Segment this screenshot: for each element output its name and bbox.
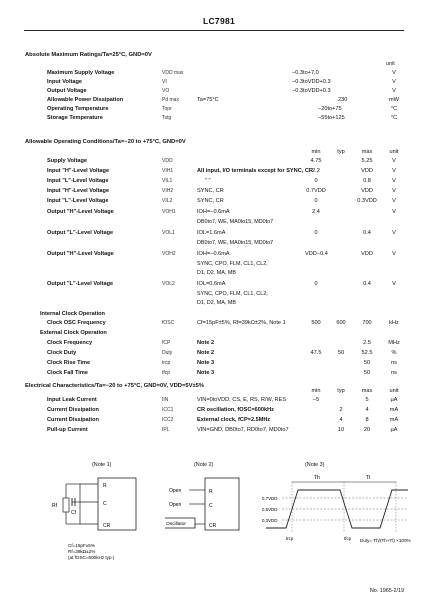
- table-row: [0, 340, 428, 349]
- param-name: Output "H"-Level Voltage: [47, 251, 114, 257]
- param-symbol: ICC1: [162, 407, 174, 413]
- param-symbol: VDD max: [162, 70, 184, 76]
- param-unit: V: [392, 251, 396, 257]
- condition-line: D1, D2, MA, MB: [197, 270, 236, 276]
- param-unit: °C: [390, 106, 398, 112]
- param-min: 4.75: [310, 158, 322, 164]
- param-typ: 2: [339, 407, 343, 413]
- table-row: [0, 70, 428, 79]
- col-unit-header: unit: [389, 388, 399, 394]
- param-unit: V: [392, 230, 396, 236]
- page-number: No. 1965-2/19: [369, 588, 404, 594]
- param-condition: Ta=75°C: [197, 97, 219, 103]
- param-value: −0.3to+7.0: [292, 70, 319, 76]
- param-name: Output "H"-Level Voltage: [47, 209, 114, 215]
- param-value: 230: [338, 97, 348, 103]
- note1-circuit-diagram: [40, 472, 160, 572]
- param-condition: IOL=1.6mA: [197, 230, 226, 236]
- param-typ: 4: [339, 417, 343, 423]
- param-condition: Cf=15pF±5%, Rf=39kΩ±2%, Note 1: [197, 320, 286, 326]
- col-unit-header: unit: [389, 149, 399, 155]
- param-unit: kHz: [389, 320, 399, 326]
- param-typ: 50: [337, 350, 345, 356]
- param-condition: VIN=GND, DB0to7, RD0to7, MD0to7: [197, 427, 289, 433]
- param-symbol: VOH2: [162, 251, 176, 257]
- param-max: 8: [365, 417, 369, 423]
- param-max: 5.25: [361, 158, 373, 164]
- pin-label-r: R: [103, 483, 107, 489]
- pin-label-cr: CR: [103, 523, 111, 529]
- param-unit: mA: [389, 407, 399, 413]
- level-03-label: 0.3VDD: [262, 518, 278, 523]
- col-typ-header: typ: [337, 149, 345, 155]
- param-value: −55to+125: [318, 115, 345, 121]
- param-unit: V: [392, 168, 396, 174]
- param-condition: IOH=−0.6mA: [197, 209, 230, 215]
- level-07-label: 0.7VDD: [262, 496, 278, 501]
- param-value: −0.3toVDD+0.3: [292, 88, 331, 94]
- param-symbol: VOL2: [162, 281, 175, 287]
- param-min: 47.5: [310, 350, 322, 356]
- trcp-label: trcp: [286, 536, 294, 541]
- table-row: [0, 251, 428, 260]
- param-symbol: VIL2: [162, 198, 173, 204]
- param-min: 0: [314, 178, 318, 184]
- table-row: [0, 88, 428, 97]
- param-typ: 10: [337, 427, 345, 433]
- col-min-header: min: [311, 388, 321, 394]
- param-unit: V: [392, 209, 396, 215]
- resistor-rf: [63, 498, 69, 512]
- col-max-header: max: [361, 149, 373, 155]
- param-name: Input Voltage: [47, 79, 83, 85]
- param-name: Output "L"-Level Voltage: [47, 281, 114, 287]
- param-condition: Note 3: [197, 360, 215, 366]
- param-symbol: Topr: [162, 106, 172, 112]
- table-row: [0, 158, 428, 167]
- param-condition: CR oscillation, fOSC=600kHz: [197, 407, 274, 413]
- param-name: Clock Duty: [47, 350, 77, 356]
- param-symbol: fCP: [162, 340, 171, 346]
- param-unit: V: [392, 79, 396, 85]
- param-unit: V: [392, 70, 396, 76]
- param-unit: μA: [390, 397, 398, 403]
- param-symbol: VIH2: [162, 188, 174, 194]
- table-row: [0, 350, 428, 359]
- table-row: [0, 209, 428, 218]
- table-row: [0, 360, 428, 369]
- condition-line: SYNC, CPO, FLM, CL1, CL2,: [197, 261, 268, 267]
- page-title: LC7981: [203, 16, 236, 26]
- level-05-label: 0.5VDD: [262, 507, 278, 512]
- param-symbol: fOSC: [162, 320, 175, 326]
- param-name: Pull-up Current: [47, 427, 88, 433]
- open-label: Open: [169, 488, 182, 494]
- param-max: 50: [363, 370, 371, 376]
- param-name: Current Dissipation: [47, 407, 99, 413]
- param-unit: V: [392, 158, 396, 164]
- param-symbol: ICC2: [162, 417, 174, 423]
- param-max: 0.3VDD: [357, 198, 377, 204]
- op-cond-header-row: [0, 149, 428, 158]
- param-unit: ns: [391, 370, 397, 376]
- param-unit: V: [392, 178, 396, 184]
- spec-fosc: (at fOSC=600kHz typ.): [68, 555, 115, 560]
- param-value: −0.3toVDD+0.3: [292, 79, 331, 85]
- condition-line: DB0to7, WE, MA0to15, MD0to7: [197, 219, 274, 225]
- param-symbol: VOH1: [162, 209, 176, 215]
- param-min: 2.2: [312, 168, 320, 174]
- param-symbol: IIN: [162, 397, 169, 403]
- param-condition: External clock, fCP=2.5MHz: [197, 417, 271, 423]
- external-clock-title: External Clock Operation: [40, 330, 107, 336]
- param-symbol: Tstg: [162, 115, 172, 121]
- table-row: [0, 106, 428, 115]
- duty-formula: Duty= Th/(Th+Tl) ×100%: [360, 538, 411, 543]
- table-row: [0, 188, 428, 197]
- col-max-header: max: [361, 388, 373, 394]
- col-min-header: min: [311, 149, 321, 155]
- param-symbol: IPL: [162, 427, 170, 433]
- param-name: Clock Frequency: [47, 340, 93, 346]
- oscillator-label: Oscillator: [166, 522, 186, 527]
- op-cond-title: Allowable Operating Conditions/Ta=−20 to +75°C, GND=0V: [25, 139, 186, 145]
- param-min: 0: [314, 230, 318, 236]
- param-min: 0: [314, 198, 318, 204]
- param-max: 4: [365, 407, 369, 413]
- param-symbol: VO: [162, 88, 170, 94]
- param-condition: SYNC, CR: [197, 188, 224, 194]
- param-unit: ns: [391, 360, 397, 366]
- table-row: [0, 320, 428, 329]
- param-name: Maximum Supply Voltage: [47, 70, 115, 76]
- table-row: [0, 427, 428, 436]
- note2-circuit-diagram: [165, 472, 255, 552]
- param-max: 52.5: [361, 350, 373, 356]
- param-symbol: Duty: [162, 350, 173, 356]
- param-min: 500: [311, 320, 321, 326]
- table-row: [0, 281, 428, 290]
- param-name: Clock OSC Frequency: [47, 320, 106, 326]
- elec-title: Electrical Characteristics/Ta=−20 to +75°C, GND=0V, VDD=5V±5%: [25, 383, 205, 389]
- table-row: [0, 407, 428, 416]
- param-name: Input Leak Current: [47, 397, 97, 403]
- table-row: [0, 230, 428, 239]
- param-max: 0.4: [363, 281, 371, 287]
- param-value: −20to+75: [318, 106, 342, 112]
- pin-label-r: R: [209, 489, 213, 495]
- tfcp-label: tfcp: [344, 536, 352, 541]
- param-name: Current Dissipation: [47, 417, 99, 423]
- param-condition: Note 2: [197, 340, 215, 346]
- param-symbol: VI: [162, 79, 167, 85]
- param-condition: IOL=0.6mA: [197, 281, 226, 287]
- table-row: [0, 397, 428, 406]
- param-min: VDD−0.4: [305, 251, 328, 257]
- param-name: Input "H"-Level Voltage: [47, 168, 110, 174]
- condition-line: D1, D2, MA, MB: [197, 300, 236, 306]
- table-row: [0, 97, 428, 106]
- param-name: Input "L"-Level Voltage: [47, 198, 109, 204]
- note1-title: (Note 1): [92, 462, 112, 468]
- param-unit: MHz: [388, 340, 400, 346]
- param-min: −5: [312, 397, 320, 403]
- pin-label-cr: CR: [209, 523, 217, 529]
- table-row: [0, 178, 428, 187]
- param-max: VDD: [361, 188, 373, 194]
- param-name: Operating Temperature: [47, 106, 109, 112]
- param-min: 0.7VDD: [306, 188, 326, 194]
- param-max: VDD: [361, 251, 373, 257]
- th-label: Th: [314, 475, 320, 481]
- param-min: 0: [314, 281, 318, 287]
- param-unit: V: [392, 188, 396, 194]
- internal-clock-title: Internal Clock Operation: [40, 311, 105, 317]
- param-unit: V: [392, 88, 396, 94]
- param-name: Allowable Power Dissipation: [47, 97, 124, 103]
- param-min: 2.4: [312, 209, 320, 215]
- param-condition: VIN=0toVDD, CS, E, RS, R/W, RES: [197, 397, 287, 403]
- note3-timing-diagram: [262, 470, 412, 550]
- param-max: 700: [362, 320, 372, 326]
- spec-cf: Cf=15pF±5%: [68, 543, 95, 548]
- param-symbol: VDD: [162, 158, 173, 164]
- param-unit: mA: [389, 417, 399, 423]
- param-symbol: VIL1: [162, 178, 173, 184]
- param-name: Output "L"-Level Voltage: [47, 230, 114, 236]
- elec-header-row: [0, 388, 428, 397]
- tl-label: Tl: [366, 475, 371, 481]
- note3-title: (Note 3): [305, 462, 325, 468]
- param-typ: 600: [336, 320, 346, 326]
- param-symbol: VIH1: [162, 168, 174, 174]
- param-max: VDD: [361, 168, 373, 174]
- condition-line: DB0to7, WE, MA0to15, MD0to7: [197, 240, 274, 246]
- rf-label: Rf: [52, 503, 57, 509]
- param-max: 20: [363, 427, 371, 433]
- param-condition: All input, I/O terminals except for SYNC, CR: [197, 168, 313, 174]
- param-symbol: tfcp: [162, 370, 171, 376]
- param-max: 2.5: [363, 340, 371, 346]
- param-symbol: Pd max: [162, 97, 179, 103]
- table-row: [0, 79, 428, 88]
- open-label: Open: [169, 502, 182, 508]
- table-row: [0, 168, 428, 177]
- param-name: Output Voltage: [47, 88, 87, 94]
- abs-max-title: Absolute Maximum Ratings/Ta=25°C, GND=0V: [25, 52, 152, 58]
- pin-label-c: C: [209, 503, 213, 509]
- table-row: [0, 198, 428, 207]
- param-condition: Note 2: [197, 350, 215, 356]
- param-max: 5: [365, 397, 369, 403]
- param-max: 50: [363, 360, 371, 366]
- abs-max-unit-header: unit: [386, 61, 395, 67]
- condition-line: SYNC, CPO, FLM, CL1, CL2,: [197, 291, 268, 297]
- note2-title: (Note 2): [194, 462, 214, 468]
- param-name: Input "H"-Level Voltage: [47, 188, 110, 194]
- pin-label-c: C: [103, 501, 107, 507]
- param-unit: %: [391, 350, 397, 356]
- param-condition: IOH=−0.6mA: [197, 251, 230, 257]
- param-unit: mW: [389, 97, 399, 103]
- param-max: 0.8: [363, 178, 371, 184]
- param-condition: ″ ″: [205, 178, 211, 184]
- param-name: Clock Rise Time: [47, 360, 91, 366]
- header-rule: [24, 30, 404, 31]
- param-name: Storage Temperature: [47, 115, 103, 121]
- param-name: Clock Fall Time: [47, 370, 88, 376]
- cf-label: Cf: [71, 510, 76, 516]
- param-name: Supply Voltage: [47, 158, 87, 164]
- param-name: Input "L"-Level Voltage: [47, 178, 109, 184]
- param-condition: Note 3: [197, 370, 215, 376]
- table-row: [0, 417, 428, 426]
- spec-rf: Rf=39kΩ±2%: [68, 549, 96, 554]
- table-row: [0, 115, 428, 124]
- col-typ-header: typ: [337, 388, 345, 394]
- param-symbol: trcp: [162, 360, 171, 366]
- param-unit: V: [392, 281, 396, 287]
- param-max: 0.4: [363, 230, 371, 236]
- param-condition: SYNC, CR: [197, 198, 224, 204]
- param-unit: °C: [390, 115, 398, 121]
- param-symbol: VOL1: [162, 230, 175, 236]
- param-unit: μA: [390, 427, 398, 433]
- param-unit: V: [392, 198, 396, 204]
- table-row: [0, 370, 428, 379]
